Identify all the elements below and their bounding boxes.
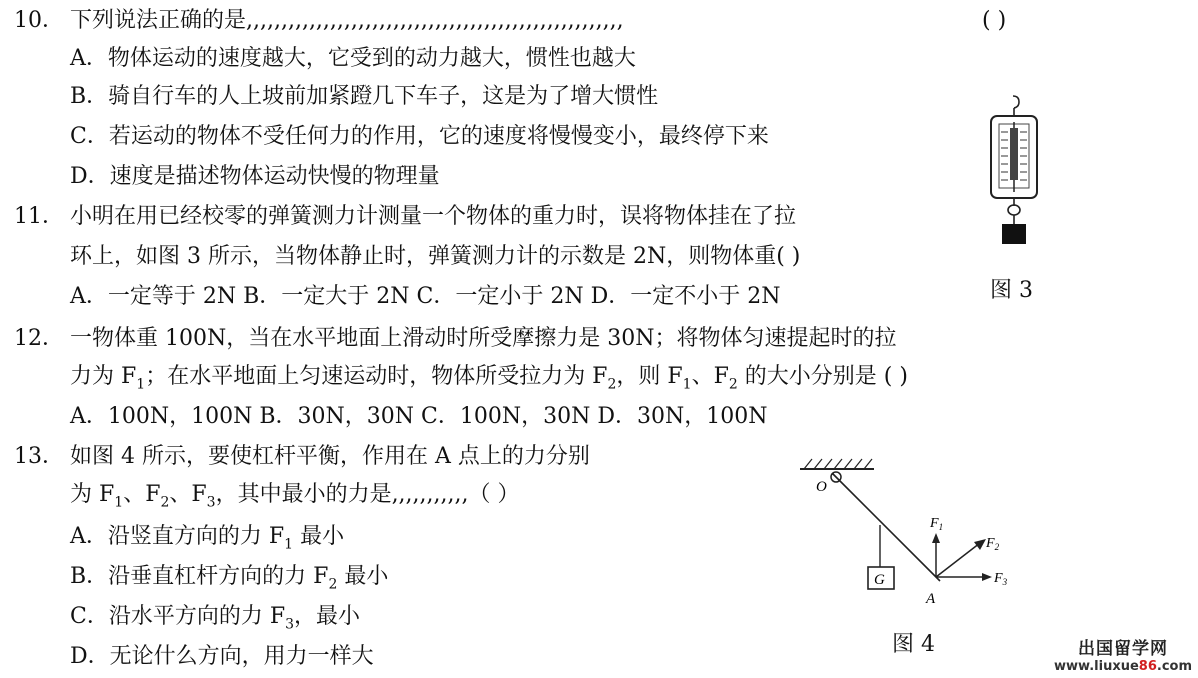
q12-stem-line2: 力为 $F_1$；在水平地面上匀速运动时，物体所受拉力为 $F_2$，则 $F_1$、$F_2$ 的大小分别是 ( ) [70, 364, 908, 393]
q10-answer-paren: ( ) [982, 8, 1007, 33]
q11-number: 11． [14, 204, 64, 229]
watermark-line2: www.liuxue86.com [1054, 659, 1192, 674]
q10-stem: 下列说法正确的是,,,,,,,,,,,,,,,,,,,,,,,,,,,,,,,,,,,,,,,,,,,,,,,,,,,,,, [70, 8, 624, 33]
label-a: A [926, 591, 936, 607]
q10-option-c: C．若运动的物体不受任何力的作用，它的速度将慢慢变小，最终停下来 [70, 124, 769, 149]
figure-3-spring-scale [975, 92, 1055, 254]
label-f2: $F_2$ [986, 536, 1000, 552]
force-f2-arrow [936, 543, 980, 577]
q11-stem-line2: 环上，如图 3 所示，当物体静止时，弹簧测力计的示数是 2N，则物体重( ) [70, 244, 801, 269]
q11-stem-line1: 小明在用已经校零的弹簧测力计测量一个物体的重力时，误将物体挂在了拉 [70, 204, 797, 229]
figure-3-caption: 图 3 [990, 278, 1033, 303]
figure-4-caption: 图 4 [892, 632, 935, 657]
figure-4-lever [790, 455, 1030, 615]
watermark-line1: 出国留学网 [1078, 639, 1168, 659]
q13-option-d: D．无论什么方向，用力一样大 [70, 644, 374, 669]
label-o: O [816, 479, 827, 495]
q13-stem-line1: 如图 4 所示，要使杠杆平衡，作用在 A 点上的力分别 [70, 444, 590, 469]
q10-option-d: D．速度是描述物体运动快慢的物理量 [70, 164, 440, 189]
lever-bar [832, 473, 940, 581]
scale-spring [1010, 128, 1018, 180]
q13-option-c: C．沿水平方向的力 $F_3$，最小 [70, 604, 361, 633]
q13-option-a: A．沿竖直方向的力 $F_1$ 最小 [70, 524, 345, 553]
q12-number: 12． [14, 326, 64, 351]
scale-hook-top [1013, 96, 1019, 108]
label-g: G [874, 572, 885, 588]
label-f3: $F_3$ [994, 571, 1008, 587]
scale-ring [1008, 205, 1020, 215]
q10-number: 10． [14, 8, 64, 33]
label-f1: $F_1$ [930, 516, 944, 532]
hanging-weight [1002, 224, 1026, 244]
q13-option-b: B．沿垂直杠杆方向的力 $F_2$ 最小 [70, 564, 389, 593]
q12-options: A．100N，100N B．30N，30N C．100N，30N D．30N，100N [70, 404, 768, 429]
q11-options: A．一定等于 2N B．一定大于 2N C．一定小于 2N D．一定不小于 2N [70, 284, 781, 309]
q13-stem-line2: 为 $F_1$、$F_2$、$F_3$，其中最小的力是,,,,,,,,,,,（ ） [70, 482, 520, 511]
q12-stem-line1: 一物体重 100N，当在水平地面上滑动时所受摩擦力是 30N；将物体匀速提起时的拉 [70, 326, 897, 351]
q10-option-a: A．物体运动的速度越大，它受到的动力越大，惯性也越大 [70, 46, 636, 71]
q10-option-b: B．骑自行车的人上坡前加紧蹬几下车子，这是为了增大惯性 [70, 84, 659, 109]
watermark-logo [1054, 634, 1192, 674]
q13-number: 13． [14, 444, 64, 469]
